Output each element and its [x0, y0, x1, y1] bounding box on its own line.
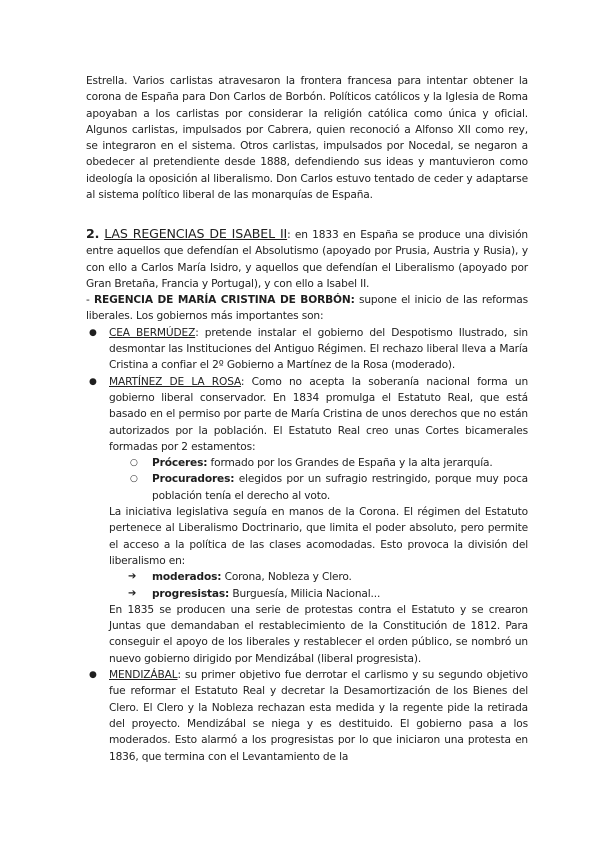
list-item-martinez — [86, 374, 528, 667]
regencia-text: supone el inicio de las reformas liberales. Los gobiernos más importantes son: — [86, 294, 528, 323]
moderados-label: moderados: — [152, 571, 222, 584]
cea-text: : pretende instalar el gobierno del Despotismo Ilustrado, sin desmontar las Instituciones del Antiguo Régimen. El rechazo liberal lleva a María Cristina a confiar el 2º Gobierno a Martínez de la Rosa (moderado). — [109, 326, 528, 372]
martinez-para2: La iniciativa legislativa seguía en manos de la Corona. El régimen del Estatuto pertenece al Liberalismo Doctrinario, que limita el poder absoluto, pero permite el acceso a la política de las clases acomodadas. Esto provoca la división del liberalismo en: — [109, 506, 528, 567]
moderados-text: Corona, Nobleza y Clero. — [221, 571, 352, 584]
section-heading — [86, 226, 287, 241]
list-item-cea — [86, 325, 528, 374]
governments-list — [86, 325, 528, 765]
section-intro-text: : en 1833 en España se produce una división entre aquellos que defendían el Absolutismo (apoyado por Prusia, Austria y Rusia), y con ello a Carlos María Isidro, y aquellos que defendían el Liberalismo (apoyado por Gran Bretaña, Francia y Portugal), y con ello a Isabel II. — [86, 229, 528, 290]
regencia-dash: - — [86, 294, 94, 307]
section-number: 2. — [86, 226, 100, 241]
list-item-progresistas — [128, 586, 528, 602]
list-item-mendizabal — [86, 667, 528, 765]
intro-paragraph: Estrella. Varios carlistas atravesaron la frontera francesa para intentar obtener la corona de España para Don Carlos de Borbón. Políticos católicos y la Iglesia de Roma apoyaban a los carlistas por considerar la religión católica como única y oficial. Algunos carlistas, impulsados por Cabrera, quien reconoció a Alfonso XII como rey, se integraron en el sistema. Otros carlistas, impulsados por Nocedal, se negaron a obedecer al pretendiente desde 1888, defendiendo sus ideas y mantuvieron como ideología la oposición al liberalismo. Don Carlos estuvo tentado de ceder y adaptarse al sistema político liberal de las monarquías de España. — [86, 75, 528, 202]
cea-name: CEA BERMÚDEZ — [109, 326, 196, 339]
section-regencias — [86, 226, 528, 765]
progresistas-label: progresistas: — [152, 587, 230, 600]
martinez-text: : Como no acepta la soberanía nacional forma un gobierno liberal conservador. En 1834 promulga el Estatuto Real, que está basado en el permiso por parte de María Cristina de unos derechos que no están autorizados por la población. El Estatuto Real creo unas Cortes bicamerales formadas por 2 estamentos: — [109, 375, 529, 453]
mendizabal-name: MENDIZÁBAL — [109, 669, 178, 682]
list-item-proceres — [128, 455, 528, 471]
mendizabal-text: : su primer objetivo fue derrotar el carlismo y su segundo objetivo fue reformar el Estatuto Real y decretar la Desamortización de los Bienes del Clero. El Clero y la Nobleza rechazan esta medida y la regente pide la retirada del proyecto. Mendizábal se niega y es destituido. El gobierno pasa a los moderados. Esto alarmó a los progresistas por lo que iniciaron una protesta en 1836, que termina con el Levantamiento de la — [109, 669, 528, 763]
list-item-procuradores — [128, 471, 528, 504]
divisions-list — [109, 569, 528, 602]
procuradores-text: elegidos por un sufragio restringido, porque muy poca población tenía el derecho al voto. — [152, 473, 528, 502]
section-intro — [86, 226, 528, 292]
proceres-text: formado por los Grandes de España y la alta jerarquía. — [207, 457, 493, 470]
section-title: LAS REGENCIAS DE ISABEL II — [104, 226, 288, 241]
martinez-para3: En 1835 se producen una serie de protestas contra el Estatuto y se crearon Juntas que demandaban el restablecimiento de la Constitución de 1812. Para conseguir el apoyo de los liberales y restablecer el orden público, se nombró un nuevo gobierno dirigido por Mendizábal (liberal progresista). — [109, 603, 528, 665]
martinez-name: MARTÍNEZ DE LA ROSA — [109, 375, 241, 388]
regencia-label: REGENCIA DE MARÍA CRISTINA DE BORBÓN: — [93, 294, 355, 307]
progresistas-text: Burguesía, Milicia Nacional... — [229, 587, 381, 600]
estamentos-list — [109, 455, 528, 504]
procuradores-label: Procuradores: — [152, 473, 235, 486]
intro-block — [86, 73, 528, 203]
list-item-moderados — [128, 569, 528, 585]
proceres-label: Próceres: — [152, 457, 208, 470]
regencia-paragraph — [86, 292, 528, 325]
